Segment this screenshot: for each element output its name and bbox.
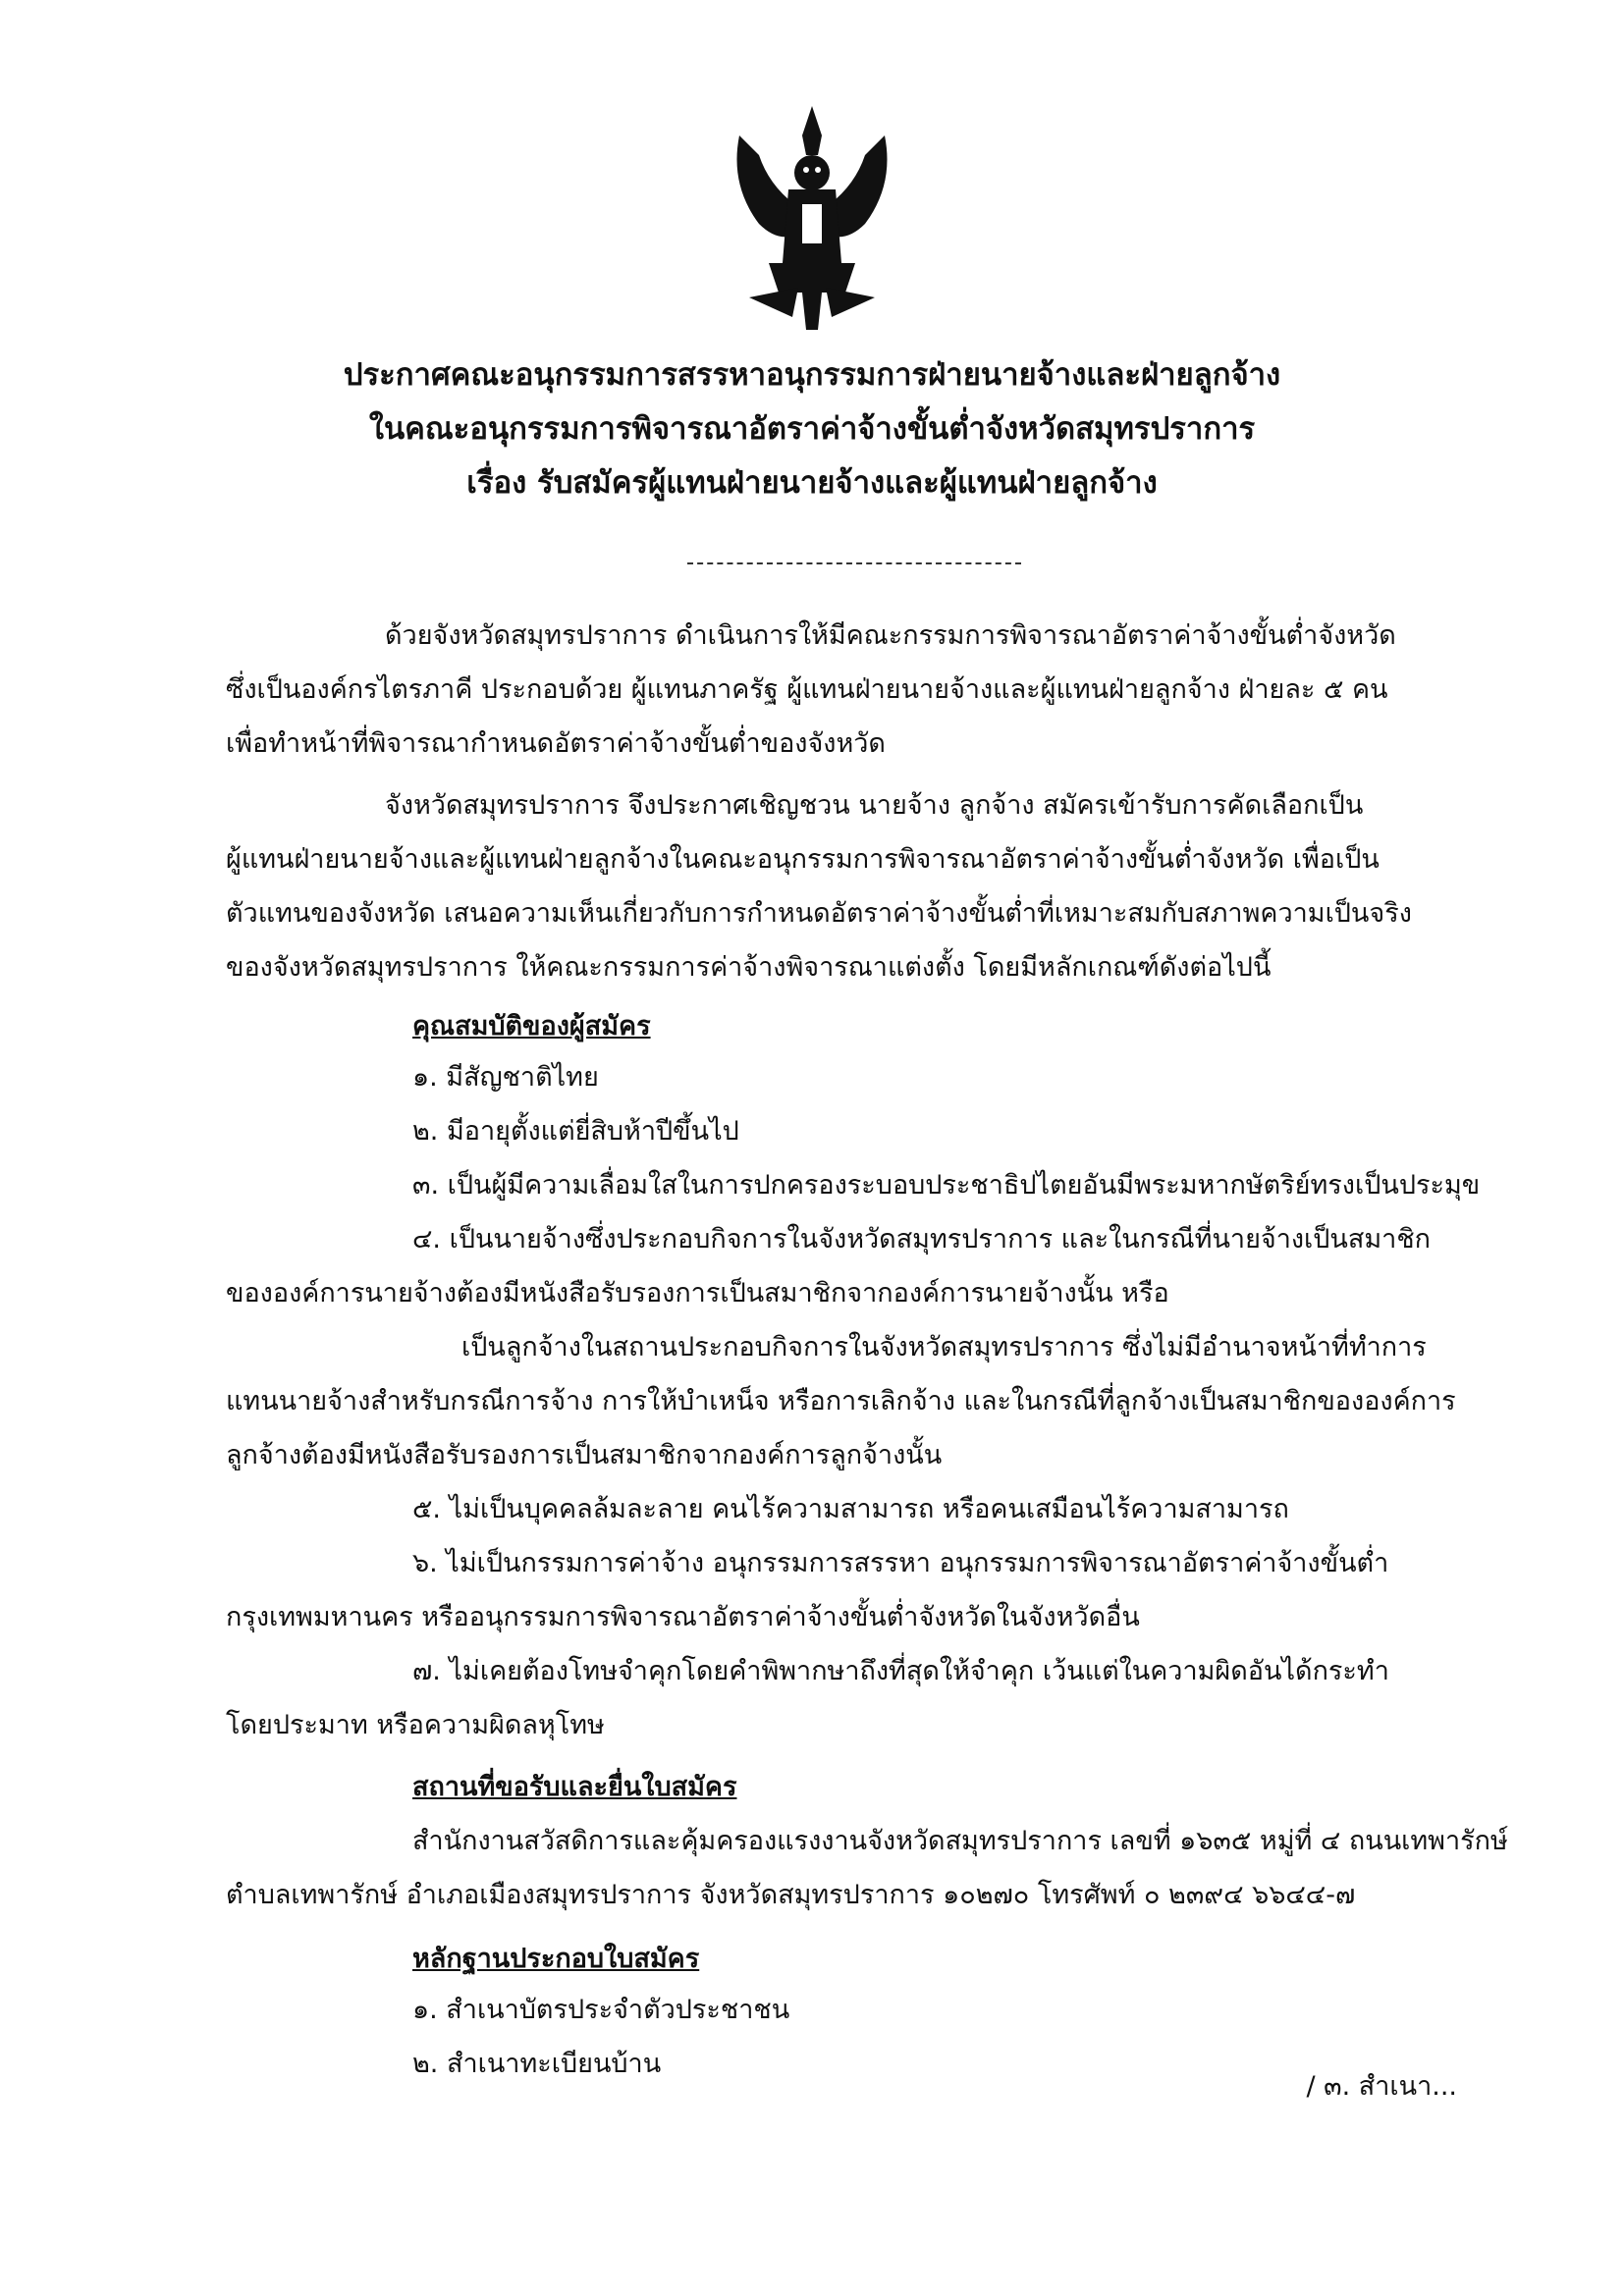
location-line: สำนักงานสวัสดิการและคุ้มครองแรงงานจังหวัดสมุทรปราการ เลขที่ ๑๖๓๕ หมู่ที่ ๔ ถนนเทพารักษ์ bbox=[412, 1826, 1508, 1856]
qualification-item: เป็นลูกจ้างในสถานประกอบกิจการในจังหวัดสมุทรปราการ ซึ่งไม่มีอำนาจหน้าที่ทำการ bbox=[461, 1332, 1427, 1362]
evidence-item: ๒. สำเนาทะเบียนบ้าน bbox=[412, 2049, 662, 2079]
location-line: ตำบลเทพารักษ์ อำเภอเมืองสมุทรปราการ จังหวัดสมุทรปราการ ๑๐๒๗๐ โทรศัพท์ ๐ ๒๓๙๔ ๖๖๔๔-๗ bbox=[226, 1880, 1356, 1910]
intro-para2-line-4: ของจังหวัดสมุทรปราการ ให้คณะกรรมการค่าจ้างพิจารณาแต่งตั้ง โดยมีหลักเกณฑ์ดังต่อไปนี้ bbox=[226, 952, 1272, 983]
qualification-item: ๗. ไม่เคยต้องโทษจำคุกโดยคำพิพากษาถึงที่สุดให้จำคุก เว้นแต่ในความผิดอันได้กระทำ bbox=[412, 1656, 1389, 1686]
qualification-item: ๖. ไม่เป็นกรรมการค่าจ้าง อนุกรรมการสรรหา อนุกรรมการพิจารณาอัตราค่าจ้างขั้นต่ำ bbox=[412, 1548, 1389, 1578]
location-heading: สถานที่ขอรับและยื่นใบสมัคร bbox=[412, 1772, 737, 1802]
qualification-item: กรุงเทพมหานคร หรืออนุกรรมการพิจารณาอัตราค่าจ้างขั้นต่ำจังหวัดในจังหวัดอื่น bbox=[226, 1602, 1140, 1632]
qualification-item: ๕. ไม่เป็นบุคคลล้มละลาย คนไร้ความสามารถ หรือคนเสมือนไร้ความสามารถ bbox=[412, 1494, 1289, 1524]
announcement-title-line-2: ในคณะอนุกรรมการพิจารณาอัตราค่าจ้างขั้นต่ำจังหวัดสมุทรปราการ bbox=[368, 411, 1256, 447]
qualifications-heading: คุณสมบัติของผู้สมัคร bbox=[412, 1011, 651, 1041]
intro-para2-line-3: ตัวแทนของจังหวัด เสนอความเห็นเกี่ยวกับการกำหนดอัตราค่าจ้างขั้นต่ำที่เหมาะสมกับสภาพความเป็นจริง bbox=[226, 898, 1412, 929]
announcement-title-line-1: ประกาศคณะอนุกรรมการสรรหาอนุกรรมการฝ่ายนายจ้างและฝ่ายลูกจ้าง bbox=[343, 357, 1281, 393]
qualification-item: ๓. เป็นผู้มีความเลื่อมใสในการปกครองระบอบประชาธิปไตยอันมีพระมหากษัตริย์ทรงเป็นประมุข bbox=[412, 1170, 1481, 1201]
qualification-item: ๔. เป็นนายจ้างซึ่งประกอบกิจการในจังหวัดสมุทรปราการ และในกรณีที่นายจ้างเป็นสมาชิก bbox=[412, 1224, 1431, 1255]
intro-para1-line-2: ซึ่งเป็นองค์กรไตรภาคี ประกอบด้วย ผู้แทนภาครัฐ ผู้แทนฝ่ายนายจ้างและผู้แทนฝ่ายลูกจ้าง ฝ่ายละ ๕ คน bbox=[226, 674, 1388, 705]
page-continuation: / ๓. สำเนา... bbox=[1306, 2071, 1457, 2102]
garuda-emblem-icon bbox=[720, 96, 904, 335]
qualification-item: ลูกจ้างต้องมีหนังสือรับรองการเป็นสมาชิกจากองค์การลูกจ้างนั้น bbox=[226, 1440, 943, 1470]
announcement-subject: เรื่อง รับสมัครผู้แทนฝ่ายนายจ้างและผู้แทนฝ่ายลูกจ้าง bbox=[466, 465, 1158, 501]
evidence-item: ๑. สำเนาบัตรประจำตัวประชาชน bbox=[412, 1995, 790, 2025]
qualification-item: แทนนายจ้างสำหรับกรณีการจ้าง การให้บำเหน็จ หรือการเลิกจ้าง และในกรณีที่ลูกจ้างเป็นสมาชิกขององค์การ bbox=[226, 1386, 1456, 1416]
qualification-item: ๑. มีสัญชาติไทย bbox=[412, 1062, 599, 1093]
intro-para2-line-1: จังหวัดสมุทรปราการ จึงประกาศเชิญชวน นายจ้าง ลูกจ้าง สมัครเข้ารับการคัดเลือกเป็น bbox=[385, 790, 1364, 821]
intro-para2-line-2: ผู้แทนฝ่ายนายจ้างและผู้แทนฝ่ายลูกจ้างในคณะอนุกรรมการพิจารณาอัตราค่าจ้างขั้นต่ำจังหวัด เพื่อเป็น bbox=[226, 844, 1380, 875]
qualification-item: ขององค์การนายจ้างต้องมีหนังสือรับรองการเป็นสมาชิกจากองค์การนายจ้างนั้น หรือ bbox=[226, 1278, 1169, 1308]
evidence-heading: หลักฐานประกอบใบสมัคร bbox=[412, 1944, 700, 1974]
qualification-item: ๒. มีอายุตั้งแต่ยี่สิบห้าปีขึ้นไป bbox=[412, 1116, 739, 1147]
intro-para1-line-3: เพื่อทำหน้าที่พิจารณากำหนดอัตราค่าจ้างขั้นต่ำของจังหวัด bbox=[226, 728, 886, 759]
qualification-item: โดยประมาท หรือความผิดลหุโทษ bbox=[226, 1710, 605, 1740]
intro-para1-line-1: ด้วยจังหวัดสมุทรปราการ ดำเนินการให้มีคณะกรรมการพิจารณาอัตราค่าจ้างขั้นต่ำจังหวัด bbox=[385, 620, 1396, 651]
title-divider bbox=[687, 562, 1021, 564]
